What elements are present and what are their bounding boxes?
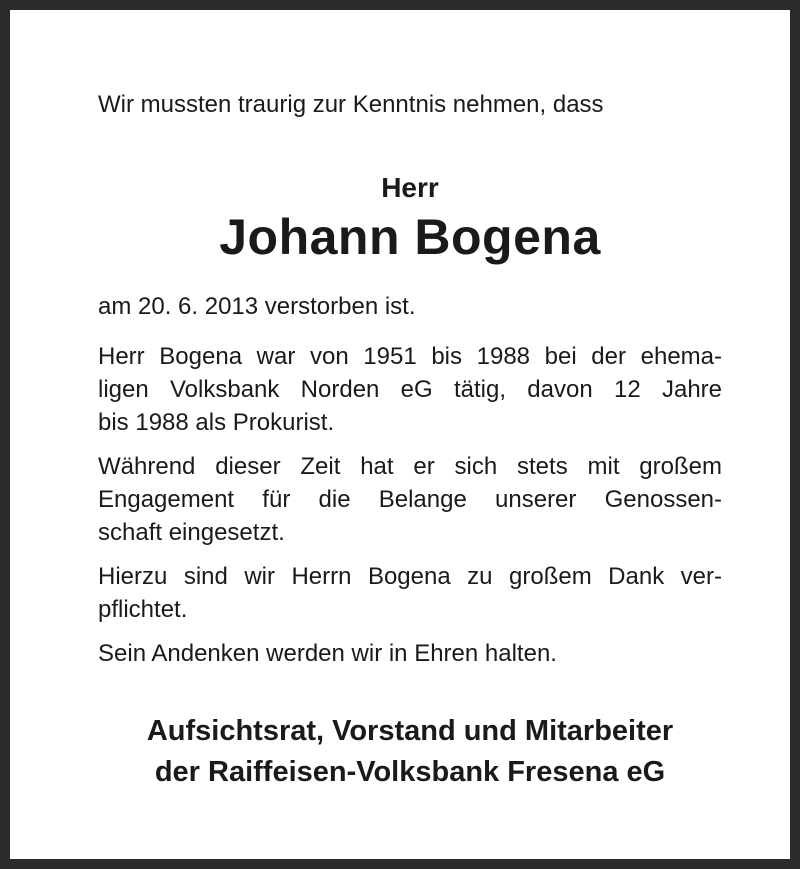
paragraph-line: Während dieser Zeit hat er sich stets mit großem [98, 453, 722, 480]
paragraph-line: bis 1988 als Prokurist. [98, 409, 335, 436]
intro-line: Wir mussten traurig zur Kenntnis nehmen, dass [98, 91, 604, 118]
signature-line: Aufsichtsrat, Vorstand und Mitarbeiter [146, 715, 674, 747]
paragraph-line: Herr Bogena war von 1951 bis 1988 bei der ehema- [98, 343, 722, 370]
death-date-line: am 20. 6. 2013 verstorben ist. [98, 293, 416, 320]
paragraph-line: Hierzu sind wir Herrn Bogena zu großem Dank ver- [98, 563, 722, 590]
salutation: Herr [381, 172, 439, 203]
paragraph-line: Engagement für die Belange unserer Genossen- [98, 486, 722, 513]
closing-line: Sein Andenken werden wir in Ehren halten. [98, 640, 557, 667]
paragraph-line: schaft eingesetzt. [98, 519, 285, 546]
paragraph-line: pflichtet. [98, 596, 188, 623]
paragraph-line: ligen Volksbank Norden eG tätig, davon 12 Jahre [98, 376, 722, 403]
signature-line: der Raiffeisen-Volksbank Fresena eG [154, 756, 666, 788]
deceased-name: Johann Bogena [219, 209, 601, 265]
